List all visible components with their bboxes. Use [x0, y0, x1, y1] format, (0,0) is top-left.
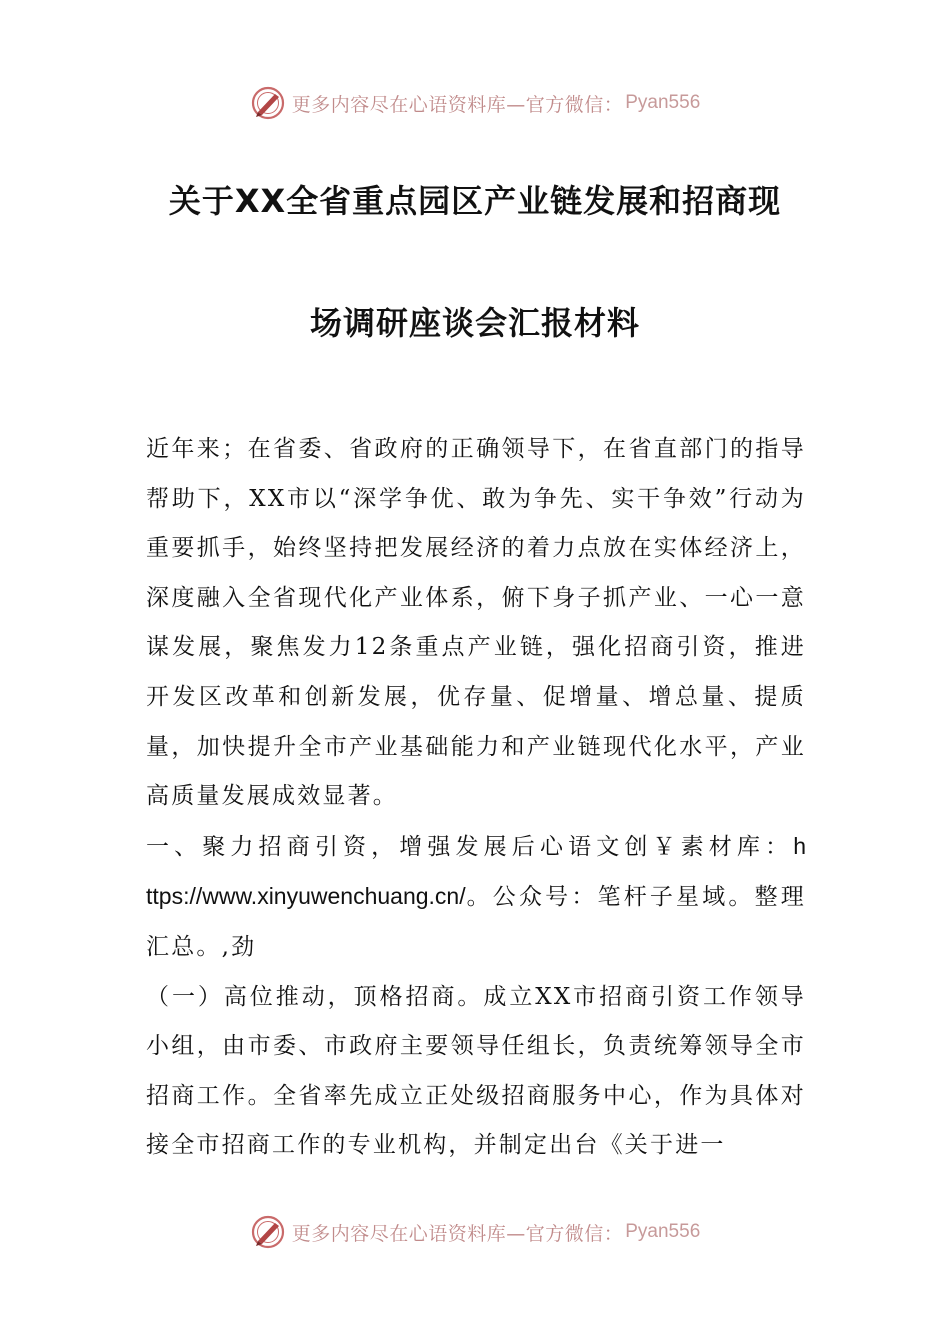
pen-circle-logo-icon — [250, 1214, 286, 1250]
watermark-header — [0, 83, 950, 123]
watermark-handle: Pyan556 — [625, 92, 701, 113]
intro-paragraph: 近年来；在省委、省政府的正确领导下，在省直部门的指导帮助下，XX市以“深学争优、敢为争先、实干争效”行动为重要抓手，始终坚持把发展经济的着力点放在实体经济上，深度融入全省现代化产业体系，俯下身子抓产业、一心一意谋发展，聚焦发力12条重点产业链，强化招商引资，推进开发区改革和创新发展，优存量、促增量、增总量、提质量，加快提升全市产业基础能力和产业链现代化水平，产业高质量发展成效显著。 — [146, 436, 806, 810]
watermark-footer — [0, 1212, 950, 1252]
document-body — [146, 425, 806, 1171]
pen-circle-logo-icon — [250, 85, 286, 121]
section1-url: https://www.xinyuwenchuang.cn/ — [146, 832, 806, 910]
section1-paragraph — [146, 822, 806, 973]
watermark-handle: Pyan556 — [625, 1221, 701, 1242]
subsection1-paragraph: （一）高位推动，顶格招商。成立XX市招商引资工作领导小组，由市委、市政府主要领导任组长，负责统筹领导全市招商工作。全省率先成立正处级招商服务中心，作为具体对接全市招商工作的专业机构，并制定出台《关于进一 — [146, 983, 806, 1159]
document-title-line1: 关于XX全省重点园区产业链发展和招商现 — [168, 182, 782, 220]
section1-heading: 一、聚力招商引资，增强发展后心语文创￥素材库： — [146, 833, 794, 860]
section1-tail: 。公众号：笔杆子星域。整理汇总。,劲 — [146, 884, 806, 960]
watermark-text: 更多内容尽在心语资料库—官方微信： — [291, 93, 624, 116]
document-title-line2: 场调研座谈会汇报材料 — [309, 304, 640, 342]
watermark-text: 更多内容尽在心语资料库—官方微信： — [291, 1222, 624, 1245]
